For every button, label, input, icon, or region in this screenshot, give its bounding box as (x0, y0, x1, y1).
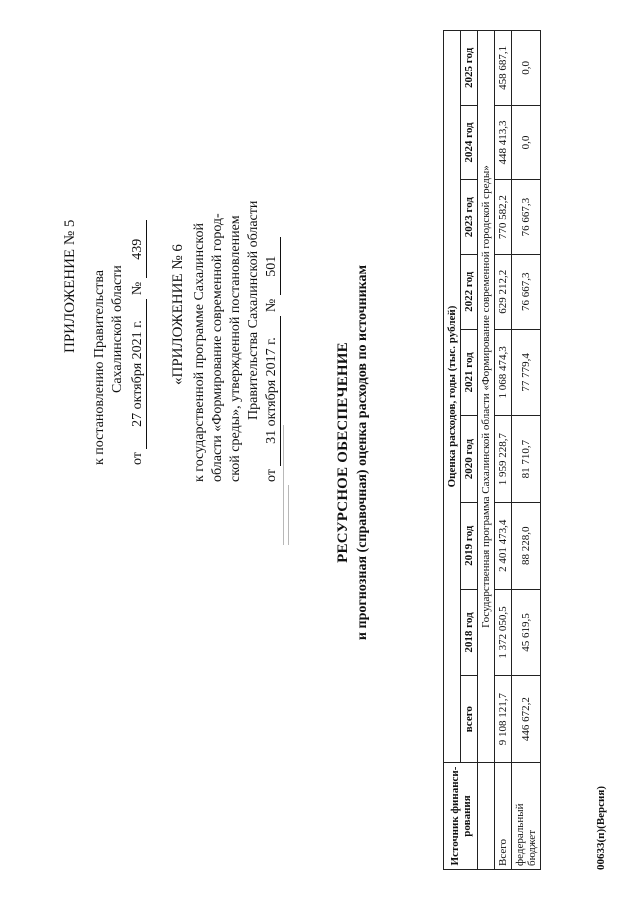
appendix-date-line (130, 220, 147, 465)
source-cell: Всего (495, 763, 512, 870)
table-cell: 76 667,3 (512, 180, 541, 255)
previous-appendix-line-1: к государственной программе Сахалинской (192, 223, 207, 482)
column-header: 2025 год (461, 31, 478, 106)
appendix-title: ПРИЛОЖЕНИЕ № 5 (62, 219, 78, 353)
previous-appendix-line-3: ской среды», утвержденной постановлением (228, 215, 243, 482)
table-cell: 9 108 121,7 (495, 676, 512, 763)
appendix-number-sign: № (130, 281, 145, 296)
table-cell: 81 710,7 (512, 416, 541, 503)
appendix-date: 27 октября 2021 г. (130, 299, 147, 449)
column-header: 2024 год (461, 105, 478, 180)
table-header-row (444, 31, 461, 870)
funding-table (443, 30, 541, 870)
column-header: всего (461, 676, 478, 763)
table-row (495, 31, 512, 870)
year-header-row (461, 31, 478, 870)
table-cell: 446 672,2 (512, 676, 541, 763)
column-header: 2018 год (461, 589, 478, 676)
table-cell: 0,0 (512, 31, 541, 106)
program-name-cell: Государственная программа Сахалинской области «Формирование современной городской среды» (478, 31, 495, 763)
appendix-line-1: к постановлению Правительства (92, 269, 107, 465)
source-cell: федеральный бюджет (512, 763, 541, 870)
table-cell: 45 619,5 (512, 589, 541, 676)
column-header: 2019 год (461, 502, 478, 589)
previous-appendix-line-2: области «Формирование современной город- (210, 213, 225, 482)
scan-artifact-line (283, 425, 284, 545)
document-subtitle: и прогнозная (справочная) оценка расходов по источникам (355, 264, 370, 641)
table-cell: 1 068 474,3 (495, 329, 512, 416)
table-row (512, 31, 541, 870)
table-cell: 1 959 228,7 (495, 416, 512, 503)
table-cell: 458 687,1 (495, 31, 512, 106)
table-cell: 770 582,2 (495, 180, 512, 255)
previous-appendix-title: «ПРИЛОЖЕНИЕ № 6 (170, 244, 186, 385)
previous-appendix-date-line (264, 237, 281, 482)
estimate-header: Оценка расходов, годы (тыс. рублей) (444, 31, 461, 763)
previous-appendix-date-prefix: от (264, 469, 279, 482)
previous-appendix-date: 31 октября 2017 г. (264, 316, 281, 466)
column-header: 2023 год (461, 180, 478, 255)
previous-appendix-number: 501 (264, 237, 281, 295)
appendix-line-2: Сахалинской области (110, 265, 125, 393)
program-row (478, 31, 495, 870)
table-cell: 77 779,4 (512, 329, 541, 416)
table-cell: 2 401 473,4 (495, 502, 512, 589)
table-cell: 0,0 (512, 105, 541, 180)
appendix-number: 439 (130, 220, 147, 278)
table-cell: 76 667,3 (512, 254, 541, 329)
scan-artifact-line (288, 485, 289, 545)
table-cell: 1 372 050,5 (495, 589, 512, 676)
previous-appendix-line-4: Правительства Сахалинской области (246, 200, 261, 420)
document-title: РЕСУРСНОЕ ОБЕСПЕЧЕНИЕ (335, 342, 351, 563)
footer-code: 00633(п)(Версия) (595, 786, 607, 870)
column-header: 2022 год (461, 254, 478, 329)
table-cell (478, 763, 495, 870)
column-header: 2021 год (461, 329, 478, 416)
table-cell: 448 413,3 (495, 105, 512, 180)
appendix-date-prefix: от (130, 452, 145, 465)
column-header: 2020 год (461, 416, 478, 503)
table-cell: 629 212,2 (495, 254, 512, 329)
source-header: Источник финанси-рования (444, 763, 478, 870)
previous-appendix-number-sign: № (264, 298, 279, 313)
table-cell: 88 228,0 (512, 502, 541, 589)
